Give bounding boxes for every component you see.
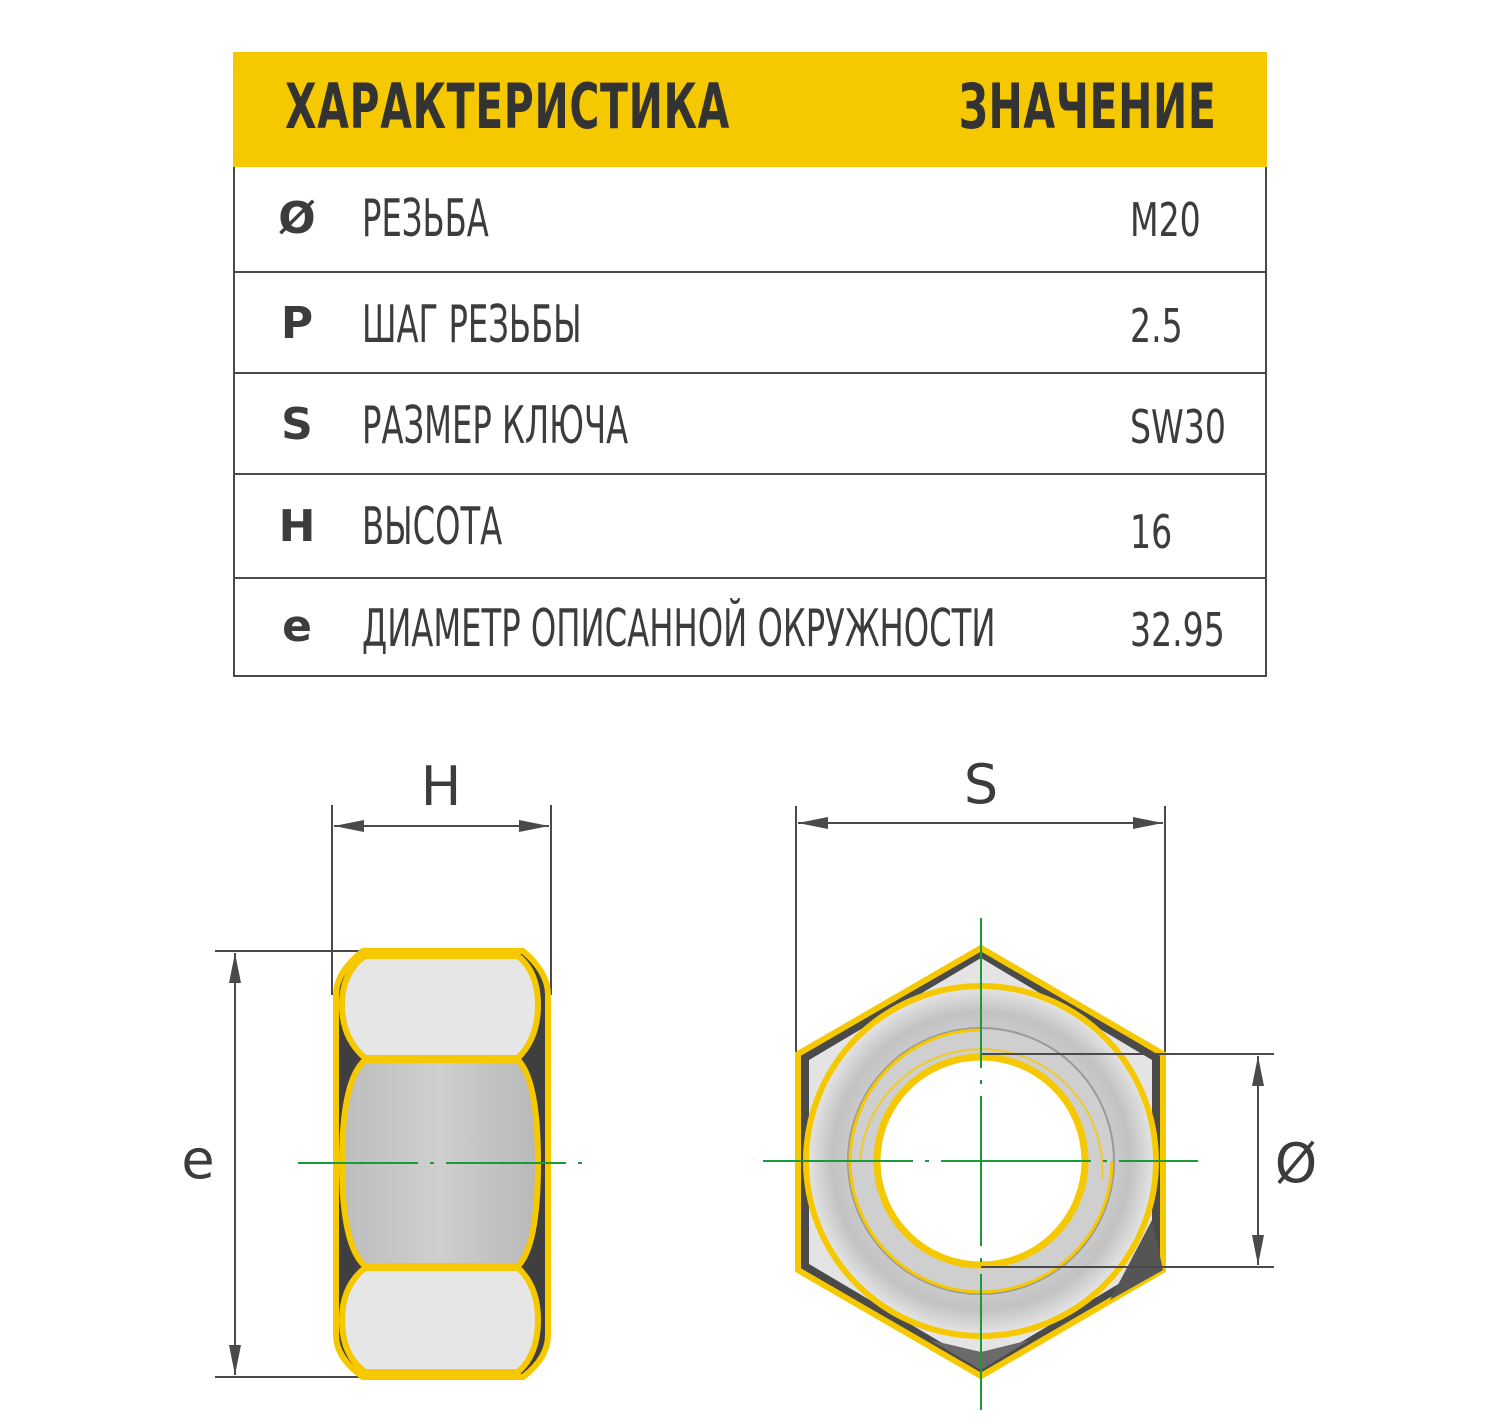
row-name-thread: РЕЗЬБА	[362, 189, 489, 249]
thread-diameter-label: Ø	[1274, 1132, 1318, 1195]
row-value-wrench-size: SW30	[1130, 400, 1226, 454]
height-symbol: H	[278, 501, 316, 552]
height-label: H	[420, 755, 462, 818]
header-value: ЗНАЧЕНИЕ	[959, 70, 1217, 143]
wrench-size-label: S	[963, 753, 999, 816]
circumscribed-diameter-label: e	[181, 1128, 215, 1191]
wrench-size-symbol: S	[281, 399, 313, 450]
row-value-height: 16	[1130, 505, 1173, 559]
row-name-circumscribed-diameter: ДИАМЕТР ОПИСАННОЙ ОКРУЖНОСТИ	[362, 599, 996, 659]
row-value-circumscribed-diameter: 32.95	[1130, 603, 1225, 657]
diameter-symbol: Ø	[278, 193, 316, 244]
row-name-wrench-size: РАЗМЕР КЛЮЧА	[362, 396, 629, 456]
nut-side-view	[181, 755, 582, 1377]
row-name-height: ВЫСОТА	[362, 497, 503, 557]
row-value-thread: M20	[1130, 193, 1201, 247]
row-value-pitch: 2.5	[1130, 299, 1183, 353]
pitch-symbol: P	[280, 298, 314, 349]
circumscribed-diameter-symbol: e	[282, 601, 312, 652]
row-name-pitch: ШАГ РЕЗЬБЫ	[362, 295, 582, 355]
nut-front-view	[763, 753, 1317, 1410]
header-characteristic: ХАРАКТЕРИСТИКА	[285, 70, 730, 143]
